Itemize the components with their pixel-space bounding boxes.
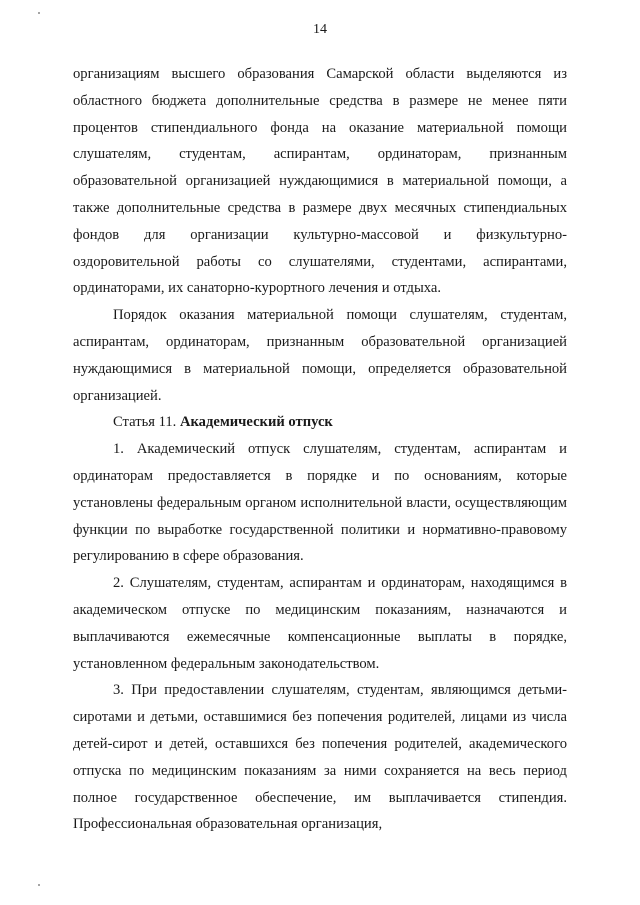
paragraph: Порядок оказания материальной помощи слушателям, студентам, аспирантам, ординаторам, признанным образовательной организацией нуждающимися в материальной помощи, определяется образовательной организацией. xyxy=(73,307,567,404)
page-number: 14 xyxy=(313,22,327,37)
paragraph: организациям высшего образования Самарской области выделяются из областного бюджета дополнительные средства в размере не менее пяти процентов стипендиального фонда на оказание материальной помощи слушателям, студентам, аспирантам, ординаторам, признанным образовательной организацией нуждающимися в материальной помощи, а также дополнительные средства в размере двух месячных стипендиальных фондов для организации культурно-массовой и физкультурно-оздоровительной работы со слушателями, студентами, аспирантами, ординаторами, их санаторно-курортного лечения и отдыха. xyxy=(73,66,567,297)
article-number: Статья 11. xyxy=(113,414,180,431)
article-item: 3. При предоставлении слушателям, студентам, являющимся детьми-сиротами и детьми, оставшимися без попечения родителей, лицами из числа детей-сирот и детей, оставшихся без попечения родителей, академического отпуска по медицинским показаниям за ними сохраняется на весь период полное государственное обеспечение, им выплачивается стипендия. Профессиональная образовательная организация, xyxy=(73,682,567,833)
article-item: 2. Слушателям, студентам, аспирантам и ординаторам, находящимся в академическом отпуске по медицинским показаниям, назначаются и выплачиваются ежемесячные компенсационные выплаты в порядке, установленном федеральным законодательством. xyxy=(73,575,567,672)
scan-speck xyxy=(38,12,40,14)
article-title: Академический отпуск xyxy=(179,414,333,431)
article-item: 1. Академический отпуск слушателям, студентам, аспирантам и ординаторам предоставляется в порядке и по основаниям, которые установлены федеральным органом исполнительной власти, осуществляющим функции по выработке государственной политики и нормативно-правовому регулированию в сфере образования. xyxy=(73,441,567,565)
article-heading xyxy=(73,409,567,436)
scan-speck xyxy=(38,884,40,886)
document-body xyxy=(73,61,567,838)
